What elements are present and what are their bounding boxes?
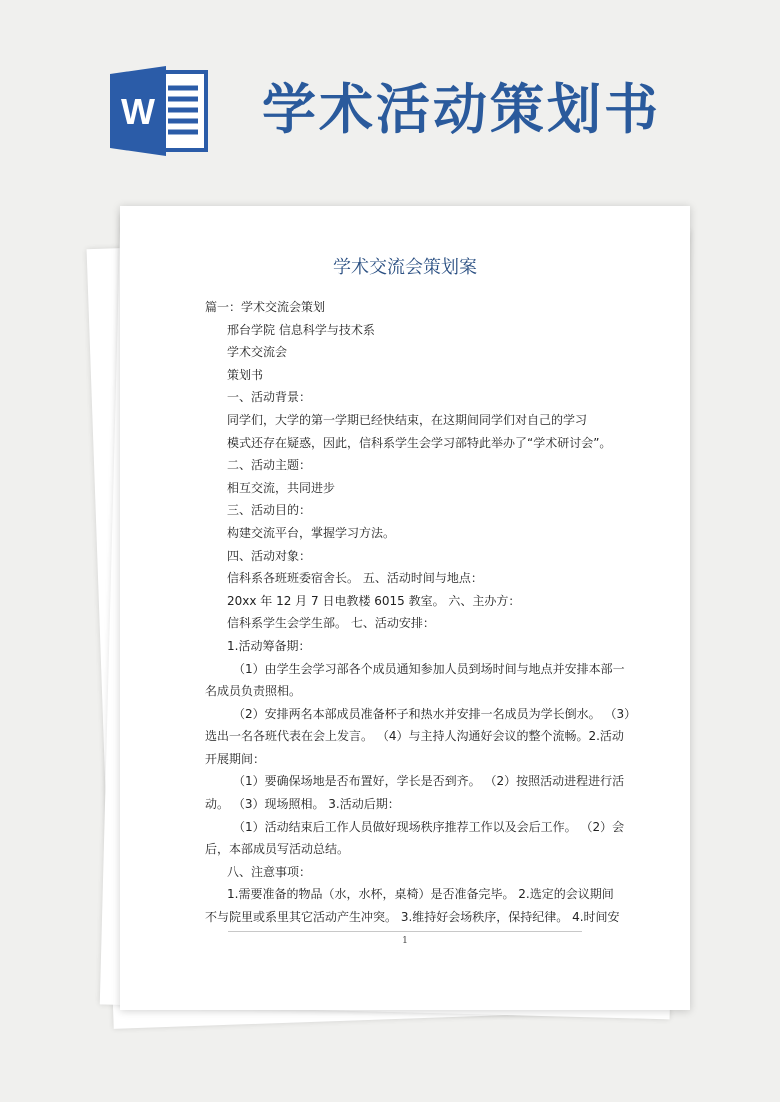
document-line: 信科系各班班委宿舍长。 五、活动时间与地点： (227, 571, 483, 586)
document-lines (205, 296, 637, 929)
document-line: （1）要确保场地是否布置好，学长是否到齐。 （2）按照活动进程进行活 (233, 774, 625, 789)
document-line: 信科系学生会学生部。 七、活动安排： (227, 616, 435, 631)
document-line: 不与院里或系里其它活动产生冲突。 3.维持好会场秩序，保持纪律。 4.时间安 (205, 910, 620, 925)
document-line: 1.活动筹备期： (227, 638, 311, 653)
document-line: 20xx 年 12 月 7 日电教楼 6015 教室。 六、主办方： (227, 593, 521, 608)
document-line: 学术交流会 (227, 345, 288, 360)
document-line: 名成员负责照相。 (205, 684, 302, 699)
document-line: 选出一名各班代表在会上发言。 （4）与主持人沟通好会议的整个流畅。2.活动 (205, 729, 624, 744)
document-line: 同学们，大学的第一学期已经快结束，在这期间同学们对自己的学习 (227, 412, 588, 427)
footer-divider (228, 931, 582, 932)
document-body (205, 256, 637, 929)
document-line: 策划书 (227, 367, 264, 382)
banner-title: 学术活动策划书 (262, 77, 661, 141)
document-line: 三、活动目的： (227, 503, 312, 518)
document-page (120, 206, 690, 1010)
page-number: 1 (402, 936, 408, 946)
document-line: 二、活动主题： (227, 458, 312, 473)
document-line: 构建交流平台，掌握学习方法。 (227, 525, 396, 540)
document-line: （2）安排两名本部成员准备杯子和热水并安排一名成员为学长倒水。 （3） (233, 706, 637, 721)
document-line: 模式还存在疑惑，因此，信科系学生会学习部特此举办了“学术研讨会”。 (227, 435, 612, 450)
document-line: 相互交流，共同进步 (227, 480, 336, 495)
document-line: 动。 （3）现场照相。 3.活动后期： (205, 797, 400, 812)
document-title: 学术交流会策划案 (333, 257, 477, 278)
banner (0, 0, 780, 200)
document-line: 一、活动背景： (227, 390, 312, 405)
word-logo-letter: W (121, 91, 155, 132)
document-line: 四、活动对象： (227, 548, 312, 563)
document-line: 后，本部成员写活动总结。 (205, 842, 350, 857)
document-line: 篇一：学术交流会策划 (205, 300, 326, 314)
document-line: 1.需要准备的物品（水，水杯，桌椅）是否准备完毕。 2.选定的会议期间 (227, 887, 614, 902)
document-line: 邢台学院 信息科学与技术系 (227, 322, 375, 337)
document-line: （1）活动结束后工作人员做好现场秩序推荐工作以及会后工作。 （2）会 (233, 819, 625, 834)
document-line: 八、注意事项： (227, 864, 312, 879)
document-line: （1）由学生会学习部各个成员通知参加人员到场时间与地点并安排本部一 (233, 661, 625, 676)
word-logo-icon (110, 66, 210, 156)
document-line: 开展期间： (205, 751, 266, 766)
